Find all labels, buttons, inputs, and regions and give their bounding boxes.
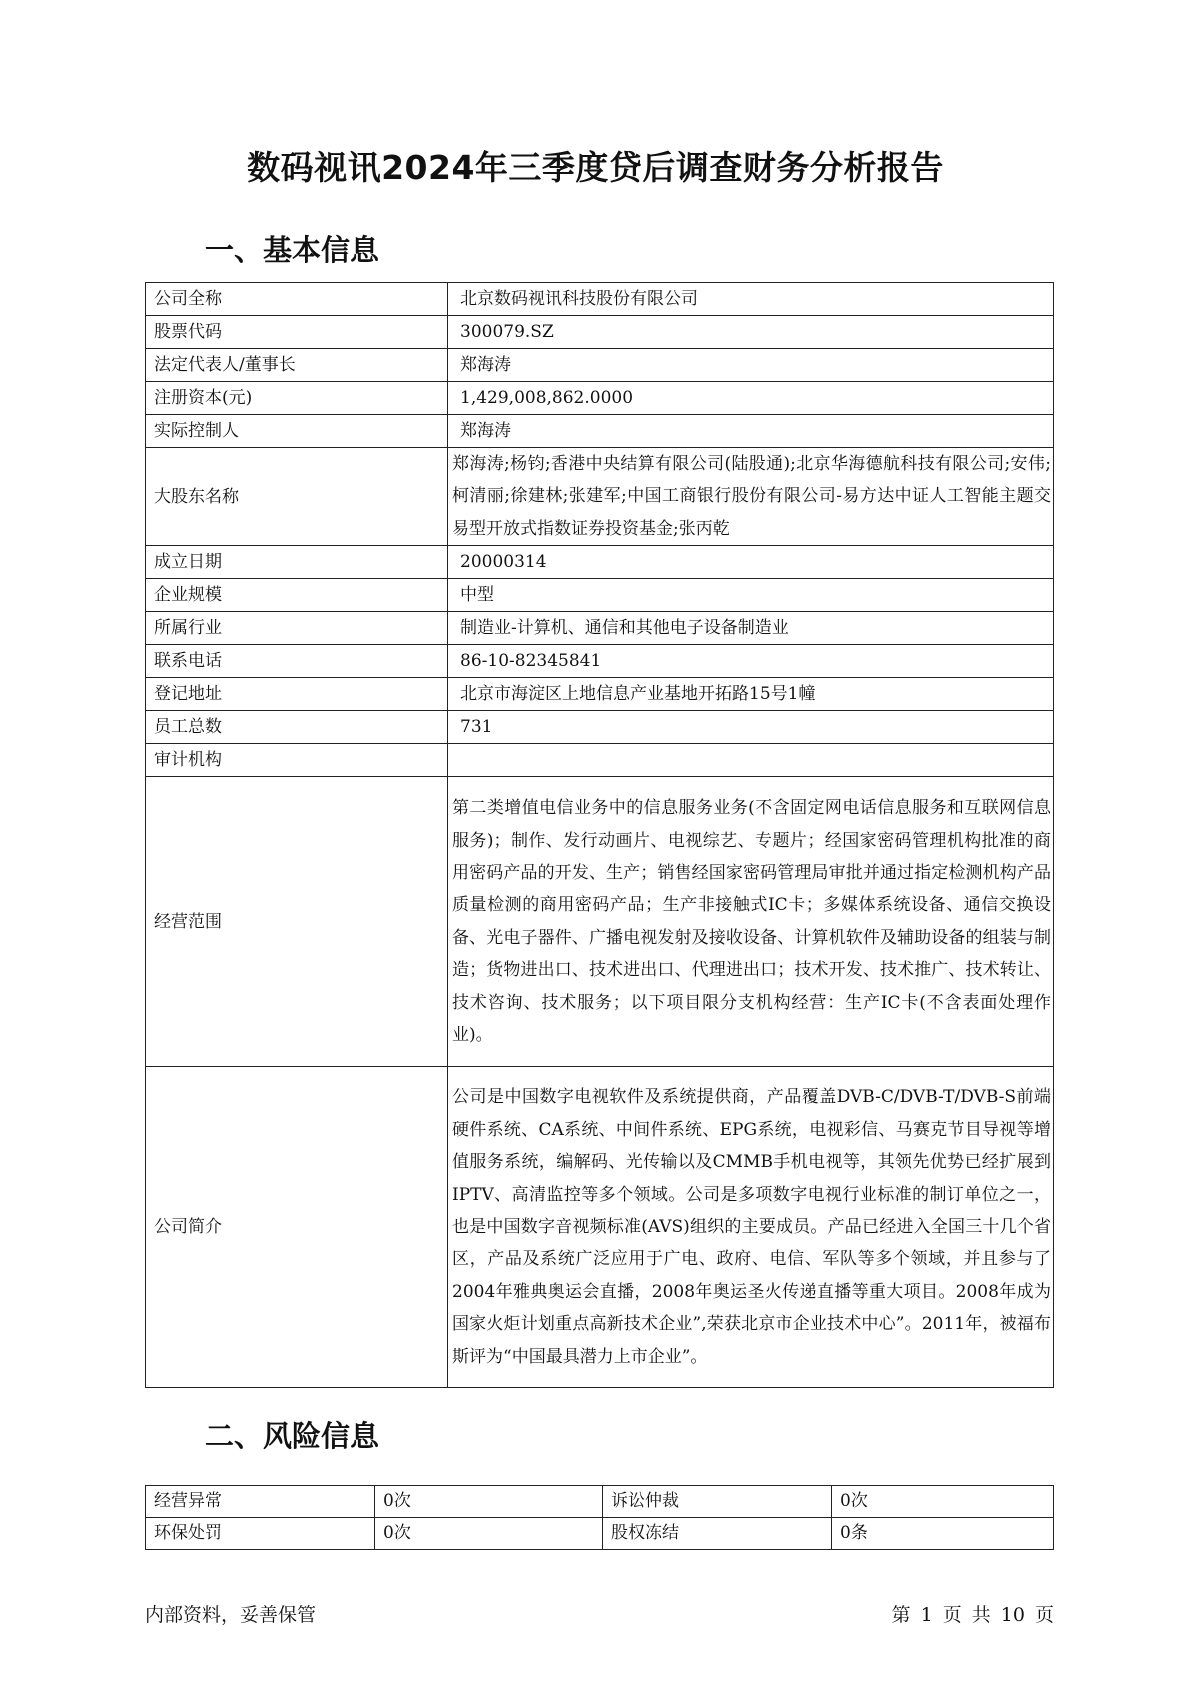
info-label: 员工总数 [146,711,448,744]
info-label: 注册资本(元) [146,382,448,415]
info-label: 审计机构 [146,744,448,777]
info-label: 成立日期 [146,546,448,579]
info-value: 731 [448,711,1054,744]
info-label: 登记地址 [146,678,448,711]
info-row [146,382,1054,415]
info-value: 制造业-计算机、通信和其他电子设备制造业 [448,612,1054,645]
risk-value: 0次 [832,1486,1054,1518]
info-label: 企业规模 [146,579,448,612]
info-value: 北京数码视讯科技股份有限公司 [448,283,1054,316]
info-value: 第二类增值电信业务中的信息服务业务(不含固定网电话信息服务和互联网信息服务)；制作、发行动画片、电视综艺、专题片；经国家密码管理机构批准的商用密码产品的开发、生产；销售经国家密码管理局审批并通过指定检测机构产品质量检测的商用密码产品；生产非接触式IC卡；多媒体系统设备、通信交换设备、光电子器件、广播电视发射及接收设备、计算机软件及辅助设备的组装与制造；货物进出口、技术进出口、代理进出口；技术开发、技术推广、技术转让、技术咨询、技术服务；以下项目限分支机构经营：生产IC卡(不含表面处理作业)。 [448,777,1054,1067]
info-row [146,579,1054,612]
info-row [146,1067,1054,1388]
info-label: 公司全称 [146,283,448,316]
risk-value: 0条 [832,1518,1054,1550]
info-row [146,448,1054,546]
info-value: 北京市海淀区上地信息产业基地开拓路15号1幢 [448,678,1054,711]
info-row [146,777,1054,1067]
info-value [448,744,1054,777]
risk-label: 经营异常 [146,1486,375,1518]
info-label: 法定代表人/董事长 [146,349,448,382]
info-row [146,612,1054,645]
info-value: 1,429,008,862.0000 [448,382,1054,415]
info-label: 大股东名称 [146,448,448,546]
info-label: 所属行业 [146,612,448,645]
report-title: 数码视讯2024年三季度贷后调查财务分析报告 [247,148,944,187]
info-row [146,645,1054,678]
info-value: 公司是中国数字电视软件及系统提供商，产品覆盖DVB-C/DVB-T/DVB-S前端硬件系统、CA系统、中间件系统、EPG系统，电视彩信、马赛克节目导视等增值服务系统，编解码、光传输以及CMMB手机电视等，其领先优势已经扩展到IPTV、高清监控等多个领域。公司是多项数字电视行业标准的制订单位之一，也是中国数字音视频标准(AVS)组织的主要成员。产品已经进入全国三十几个省区，产品及系统广泛应用于广电、政府、电信、军队等多个领域，并且参与了2004年雅典奥运会直播，2008年奥运圣火传递直播等重大项目。2008年成为国家火炬计划重点高新技术企业”,荣获北京市企业技术中心”。2011年，被福布斯评为“中国最具潜力上市企业”。 [448,1067,1054,1388]
info-value: 郑海涛 [448,415,1054,448]
info-value: 300079.SZ [448,316,1054,349]
info-row [146,316,1054,349]
risk-row [146,1518,1054,1550]
risk-info-table [145,1485,1054,1550]
info-label: 公司简介 [146,1067,448,1388]
risk-label: 环保处罚 [146,1518,375,1550]
section-heading-risk-info: 二、风险信息 [205,1419,380,1453]
info-row [146,744,1054,777]
info-label: 股票代码 [146,316,448,349]
footer-confidential-note: 内部资料，妥善保管 [145,1604,317,1626]
info-row [146,711,1054,744]
info-value: 郑海涛 [448,349,1054,382]
risk-label: 股权冻结 [603,1518,832,1550]
info-row [146,349,1054,382]
info-row [146,546,1054,579]
basic-info-table [145,282,1054,1388]
info-value: 86-10-82345841 [448,645,1054,678]
info-row [146,415,1054,448]
info-value: 20000314 [448,546,1054,579]
info-row [146,678,1054,711]
info-label: 联系电话 [146,645,448,678]
risk-value: 0次 [375,1486,603,1518]
info-value: 郑海涛;杨钧;香港中央结算有限公司(陆股通);北京华海德航科技有限公司;安伟;柯清丽;徐建林;张建军;中国工商银行股份有限公司-易方达中证人工智能主题交易型开放式指数证券投资基金;张丙乾 [448,448,1054,546]
info-label: 实际控制人 [146,415,448,448]
risk-label: 诉讼仲裁 [603,1486,832,1518]
info-row [146,283,1054,316]
risk-value: 0次 [375,1518,603,1550]
footer-page-number: 第 1 页 共 10 页 [891,1604,1054,1626]
info-value: 中型 [448,579,1054,612]
section-heading-basic-info: 一、基本信息 [205,233,380,267]
info-label: 经营范围 [146,777,448,1067]
risk-row [146,1486,1054,1518]
